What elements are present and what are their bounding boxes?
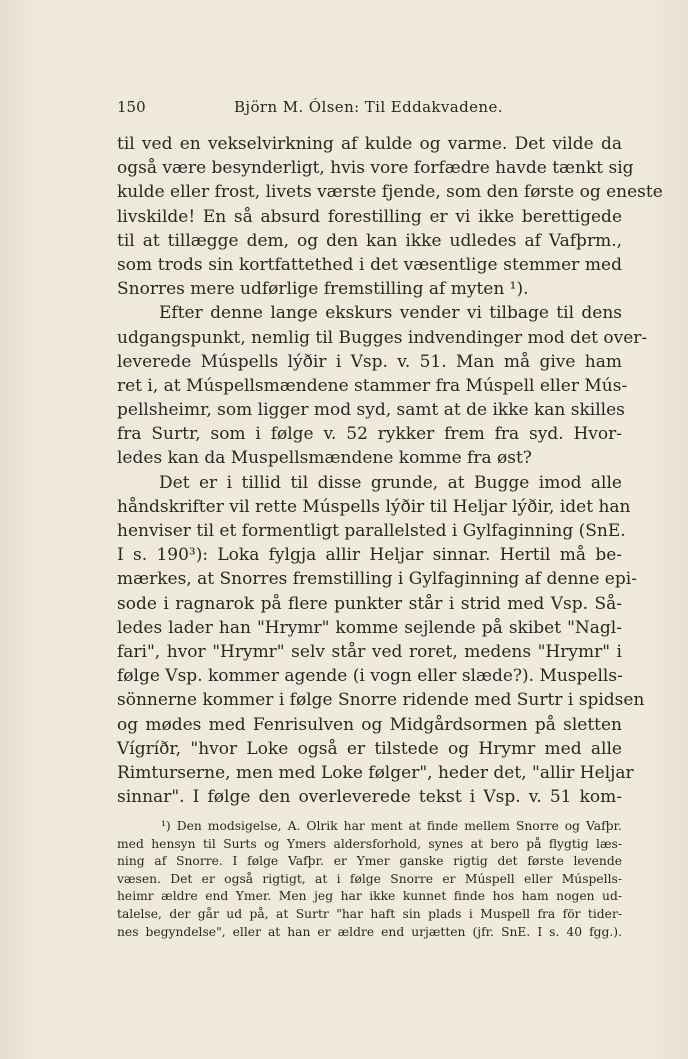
footnote-line: talelse, der går ud på, at Surtr "har haft sin plads i Muspell fra för tider- bbox=[117, 906, 622, 921]
text-line: sönnerne kommer i følge Snorre ridende med Surtr i spidsen bbox=[117, 690, 645, 711]
text-line: pellsheimr, som ligger mod syd, samt at de ikke kan skilles bbox=[117, 400, 625, 421]
text-line: ledes kan da Muspellsmændene komme fra øst? bbox=[117, 448, 532, 469]
footnote-line: væsen. Det er også rigtigt, at i følge Snorre er Múspell eller Múspells- bbox=[117, 871, 622, 886]
running-title: Björn M. Ólsen: Til Eddakvadene. bbox=[234, 98, 503, 116]
text-line: fra Surtr, som i følge v. 52 rykker frem fra syd. Hvor- bbox=[117, 424, 622, 445]
text-line: livskilde! En så absurd forestilling er vi ikke berettigede bbox=[117, 206, 622, 227]
footnote-line: heimr ældre end Ymer. Men jeg har ikke kunnet finde hos ham nogen ud- bbox=[117, 889, 622, 904]
text-line: håndskrifter vil rette Múspells lýðir til Heljar lýðir, idet han bbox=[117, 496, 631, 517]
text-line: til at tillægge dem, og den kan ikke udledes af Vafþrm., bbox=[117, 230, 622, 251]
text-line: sode i ragnarok på flere punkter står i strid med Vsp. Så- bbox=[117, 593, 622, 614]
text-line: sinnar". I følge den overleverede tekst i Vsp. v. 51 kom- bbox=[117, 787, 622, 808]
text-line: mærkes, at Snorres fremstilling i Gylfaginning af denne epi- bbox=[117, 569, 637, 590]
text-line: Det er i tillid til disse grunde, at Bugge imod alle bbox=[159, 472, 622, 493]
text-line: henviser til et formentligt parallelsted i Gylfaginning (SnE. bbox=[117, 521, 626, 541]
text-line: Efter denne lange ekskurs vender vi tilbage til dens bbox=[159, 303, 622, 324]
page-number: 150 bbox=[117, 98, 146, 116]
text-line: følge Vsp. kommer agende (i vogn eller slæde?). Muspells- bbox=[117, 666, 623, 687]
text-line: leverede Múspells lýðir i Vsp. v. 51. Man må give ham bbox=[117, 351, 622, 372]
body-text bbox=[117, 132, 663, 809]
text-line: Rimturserne, men med Loke følger", heder det, "allir Heljar bbox=[117, 762, 634, 783]
footnote-line: med hensyn til Surts og Ymers aldersforhold, synes at bero på flygtig læs- bbox=[117, 836, 622, 851]
text-line: kulde eller frost, livets værste fjende, som den første og eneste bbox=[117, 182, 663, 203]
running-header bbox=[117, 96, 622, 118]
text-line: og mødes med Fenrisulven og Midgårdsormen på sletten bbox=[117, 714, 622, 735]
text-line: ledes lader han "Hrymr" komme sejlende på skibet "Nagl- bbox=[117, 617, 622, 638]
text-line: som trods sin kortfattethed i det væsentlige stemmer med bbox=[117, 254, 622, 275]
text-line: udgangspunkt, nemlig til Bugges indvendinger mod det over- bbox=[117, 327, 648, 348]
text-line: I s. 190³): Loka fylgja allir Heljar sinnar. Hertil må be- bbox=[117, 545, 622, 566]
footnote-line: ¹) Den modsigelse, A. Olrik har ment at finde mellem Snorre og Vafþr. bbox=[161, 819, 622, 833]
footnote-line: ning af Snorre. I følge Vafþr. er Ymer ganske rigtig det første levende bbox=[117, 854, 622, 869]
text-line: til ved en vekselvirkning af kulde og varme. Det vilde da bbox=[117, 134, 622, 154]
text-line: Snorres mere udførlige fremstilling af myten ¹). bbox=[117, 279, 529, 300]
footnote-line: nes begyndelse", eller at han er ældre end urjætten (jfr. SnE. I s. 40 fgg.). bbox=[117, 924, 622, 939]
text-line: Vígríðr, "hvor Loke også er tilstede og Hrymr med alle bbox=[117, 738, 622, 759]
text-line: også være besynderligt, hvis vore forfædre havde tænkt sig bbox=[117, 158, 634, 179]
footnote bbox=[117, 818, 622, 941]
text-line: fari", hvor "Hrymr" selv står ved roret, medens "Hrymr" i bbox=[117, 641, 622, 662]
text-line: ret i, at Múspellsmændene stammer fra Múspell eller Mús- bbox=[117, 375, 628, 396]
